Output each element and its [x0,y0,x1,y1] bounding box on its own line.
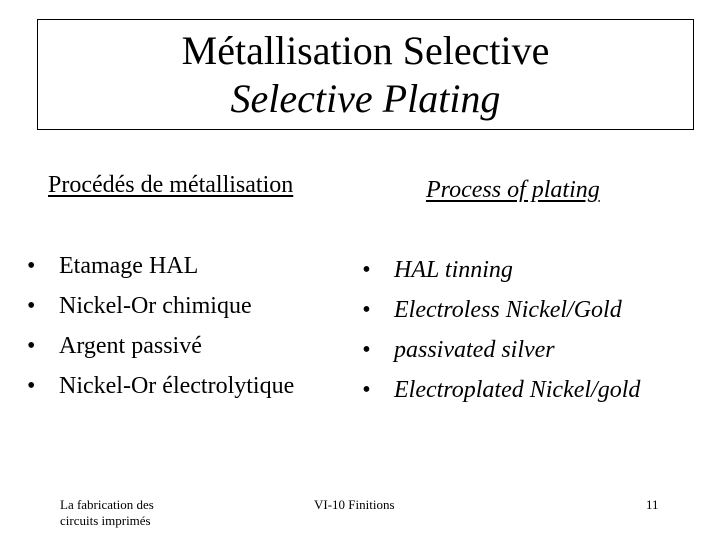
bullet-icon: • [27,293,36,319]
bullet-icon: • [362,377,371,403]
bullet-icon: • [27,333,36,359]
right-bullet-list [362,256,640,416]
bullet-icon: • [362,337,371,363]
list-item [27,372,294,412]
list-item [362,296,640,336]
list-item [362,336,640,376]
bullet-icon: • [27,373,36,399]
left-column-heading: Procédés de métallisation [48,172,294,198]
page-number: 11 [646,497,659,512]
list-item [27,332,294,372]
list-item [362,256,640,296]
list-item-text: Etamage HAL [59,253,199,279]
list-item [27,252,294,292]
list-item [27,292,294,332]
list-item-text: Nickel-Or électrolytique [59,373,295,399]
left-bullet-list [27,252,294,412]
list-item-text: passivated silver [394,337,555,363]
list-item-text: Nickel-Or chimique [59,293,252,319]
footer-course-title: La fabrication des circuits imprimés [60,497,154,528]
list-item-text: Electroless Nickel/Gold [394,297,622,323]
title-box [37,19,694,130]
list-item-text: Argent passivé [59,333,202,359]
bullet-icon: • [362,297,371,323]
bullet-icon: • [362,257,371,283]
footer-section-label: VI-10 Finitions [314,497,395,512]
list-item-text: Electroplated Nickel/gold [394,377,641,403]
right-column-heading: Process of plating [426,177,600,203]
list-item [362,376,640,416]
slide-title: Métallisation Selective [181,28,550,73]
slide-subtitle: Selective Plating [230,76,501,121]
bullet-icon: • [27,253,36,279]
list-item-text: HAL tinning [394,257,513,283]
